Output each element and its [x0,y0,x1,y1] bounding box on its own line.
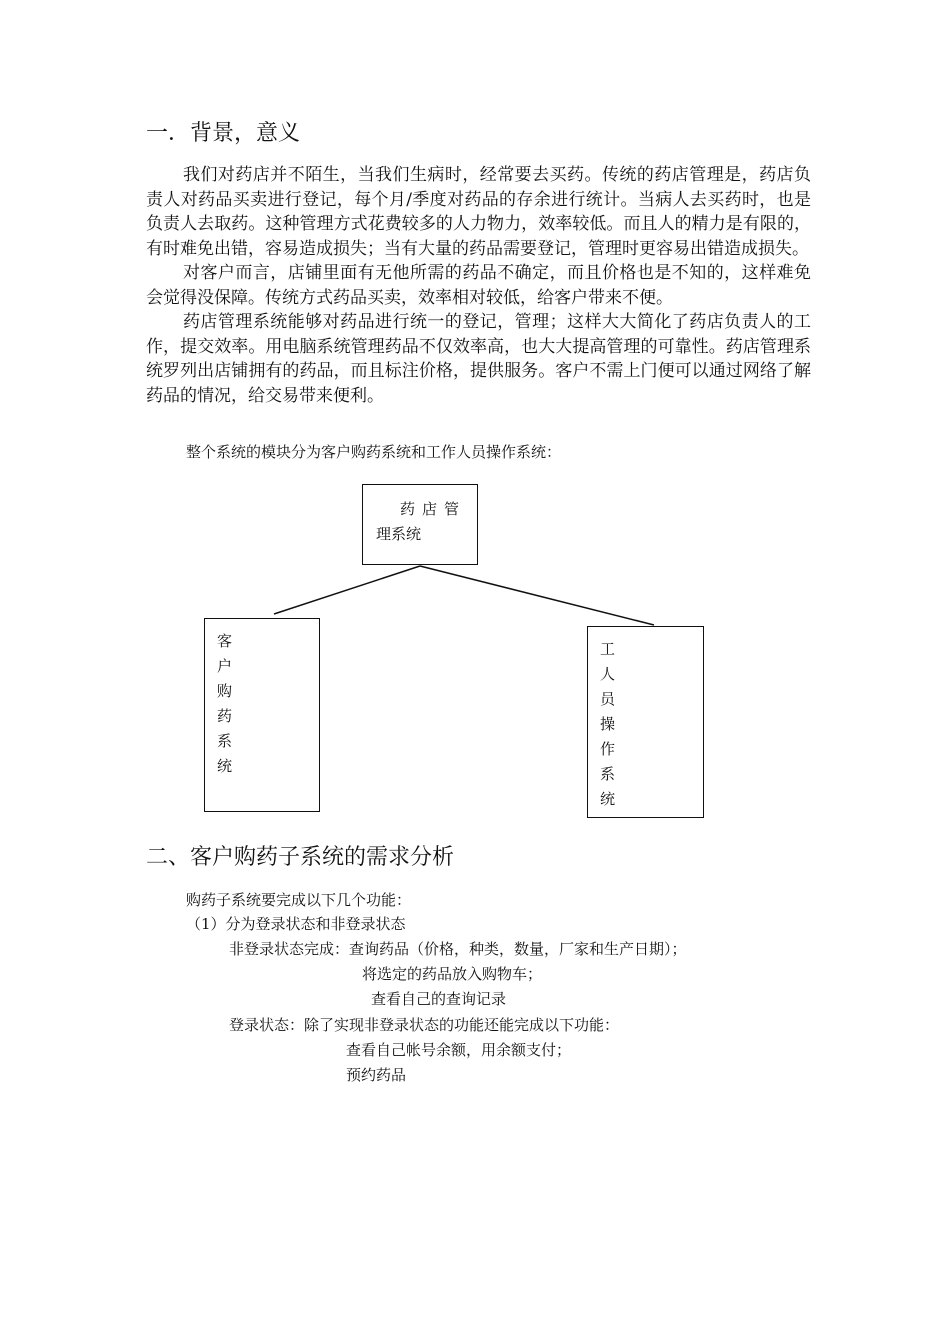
customer-box-label: 客户购药系统 [217,632,233,775]
staff-box-label: 工人员操作系统 [600,640,616,808]
non-login-line-3: 查看自己的查询记录 [371,990,507,1008]
connector-right [420,566,654,625]
paragraph-system: 药店管理系统能够对药品进行统一的登记，管理；这样大大简化了药店负责人的工作，提交效率。用电脑系统管理药品不仅效率高，也大大提高管理的可靠性。药店管理系统罗列出店铺拥有的药品，而且标注价格，提供服务。客户不需上门便可以通过网络了解药品的情况，给交易带来便利。 [146,312,811,406]
non-login-line-1: 非登录状态完成：查询药品（价格，种类，数量，厂家和生产日期）； [229,940,687,958]
diagram-staff-box [587,626,704,818]
feature-item-1: （1）分为登录状态和非登录状态 [186,915,406,933]
diagram-customer-box [204,618,320,812]
section1-body [146,163,811,408]
login-line-3: 预约药品 [346,1066,407,1084]
root-box-line1: 药店管 [400,500,467,518]
module-intro: 整个系统的模块分为客户购药系统和工作人员操作系统： [186,443,562,461]
paragraph-customer: 对客户而言，店铺里面有无他所需的药品不确定，而且价格也是不知的，这样难免会觉得没保障。传统方式药品买卖，效率相对较低，给客户带来不便。 [146,263,811,308]
section2-heading: 二、客户购药子系统的需求分析 [146,845,455,870]
paragraph-background: 我们对药店并不陌生，当我们生病时，经常要去买药。传统的药店管理是，药店负责人对药品买卖进行登记，每个月/季度对药品的存余进行统计。当病人去买药时，也是负责人去取药。这种管理方式花费较多的人力物力，效率较低。而且人的精力是有限的，有时难免出错，容易造成损失；当有大量的药品需要登记，管理时更容易出错造成损失。 [146,165,811,259]
login-line-1: 登录状态：除了实现非登录状态的功能还能完成以下功能： [229,1016,620,1034]
section1-heading: 一．背景，意义 [146,121,301,146]
connector-left [274,566,420,614]
diagram-root-box [362,484,478,565]
section2-intro: 购药子系统要完成以下几个功能： [186,891,412,909]
login-line-2: 查看自己帐号余额，用余额支付； [346,1041,572,1059]
non-login-line-2: 将选定的药品放入购物车； [362,965,543,983]
root-box-line2: 理系统 [376,525,422,543]
